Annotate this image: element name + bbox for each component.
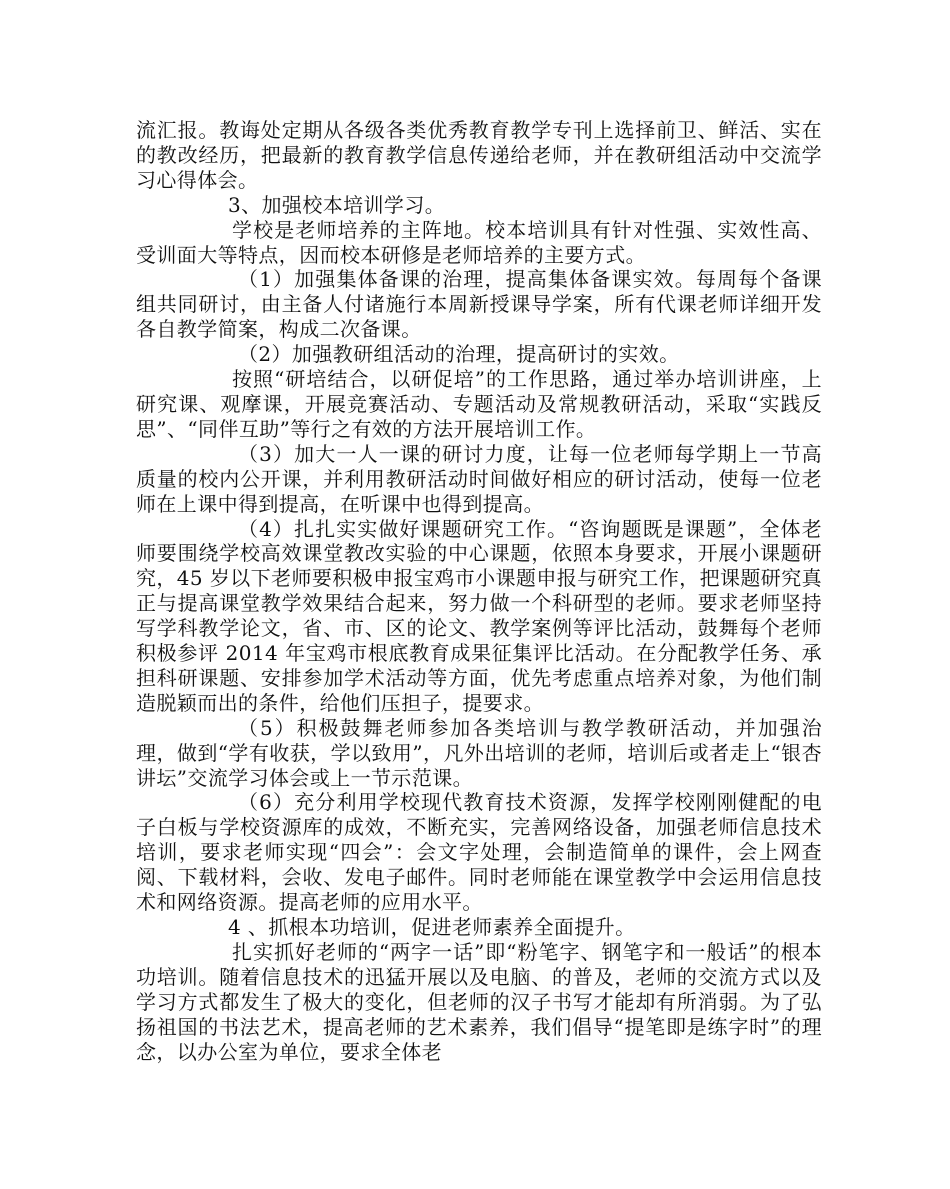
heading-school-training: 3、加强校本培训学习。 xyxy=(228,192,446,217)
paragraph-two-characters-one-speech: 扎实抓好老师的“两字一话”即“粉笔字、钢笔字和一般话”的根本功培训。随着信息技术的迅猛开展以及电脑、的普及，老师的交流方式以及学习方式都发生了极大的变化，但老师的汉子书写才能却有所消弱。为了弘扬祖国的书法艺术，提高老师的艺术素养，我们倡导“提笔即是练字时”的理念，以办公室为单位，要求全体老 xyxy=(136,939,822,1064)
paragraph-item-1: （1）加强集体备课的治理，提高集体备课实效。每周每个备课组共同研讨，由主备人付诸施行本周新授课导学案，所有代课老师详细开发各自教学简案，构成二次备课。 xyxy=(136,267,822,342)
paragraph-item-2: （2）加强教研组活动的治理，提高研讨的实效。 xyxy=(238,342,680,367)
heading-basic-skills: 4 、抓根本功培训，促进老师素养全面提升。 xyxy=(228,915,636,939)
paragraph-item-5: （5）积极鼓舞老师参加各类培训与教学教研活动，并加强治理，做到“学有收获，学以致用”，凡外出培训的老师，培训后或者走上“银杏讲坛”交流学习体会或上一节示范课。 xyxy=(136,715,822,790)
paragraph-reporting-continuation: 流汇报。教诲处定期从各级各类优秀教育教学专刊上选择前卫、鲜活、实在的教改经历，把最新的教育教学信息传递给老师，并在教研组活动中交流学习心得体会。 xyxy=(136,118,822,192)
document-page xyxy=(136,118,822,1064)
paragraph-item-3: （3）加大一人一课的研讨力度，让每一位老师每学期上一节高质量的校内公开课，并利用教研活动时间做好相应的研讨活动，使每一位老师在上课中得到提高，在听课中也得到提高。 xyxy=(136,441,822,516)
paragraph-item-6: （6）充分利用学校现代教育技术资源，发挥学校刚刚健配的电子白板与学校资源库的成效，不断充实，完善网络设备，加强老师信息技术培训，要求老师实现“四会”：会文字处理，会制造简单的课件，会上网查阅、下载材料，会收、发电子邮件。同时老师能在课堂教学中会运用信息技术和网络资源。提高老师的应用水平。 xyxy=(136,790,822,915)
paragraph-school-base: 学校是老师培养的主阵地。校本培训具有针对性强、实效性高、受训面大等特点，因而校本研修是老师培养的主要方式。 xyxy=(136,217,822,267)
paragraph-item-4: （4）扎扎实实做好课题研究工作。“咨询题既是课题”，全体老师要围绕学校高效课堂教改实验的中心课题，依照本身要求，开展小课题研究，45 岁以下老师要积极申报宝鸡市小课题申报与研究工作，把课题研究真正与提高课堂教学效果结合起来，努力做一个科研型的老师。要求老师坚持写学科教学论文，省、市、区的论文、教学案例等评比活动，鼓舞每个老师积极参评 2014 年宝鸡市根底教育成果征集评比活动。在分配教学任务、承担科研课题、安排参加学术活动等方面，优先考虑重点培养对象，为他们制造脱颖而出的条件，给他们压担子，提要求。 xyxy=(136,516,822,715)
paragraph-research-training: 按照“研培结合，以研促培”的工作思路，通过举办培训讲座，上研究课、观摩课，开展竞赛活动、专题活动及常规教研活动，采取“实践反思”、“同伴互助”等行之有效的方法开展培训工作。 xyxy=(136,367,822,441)
